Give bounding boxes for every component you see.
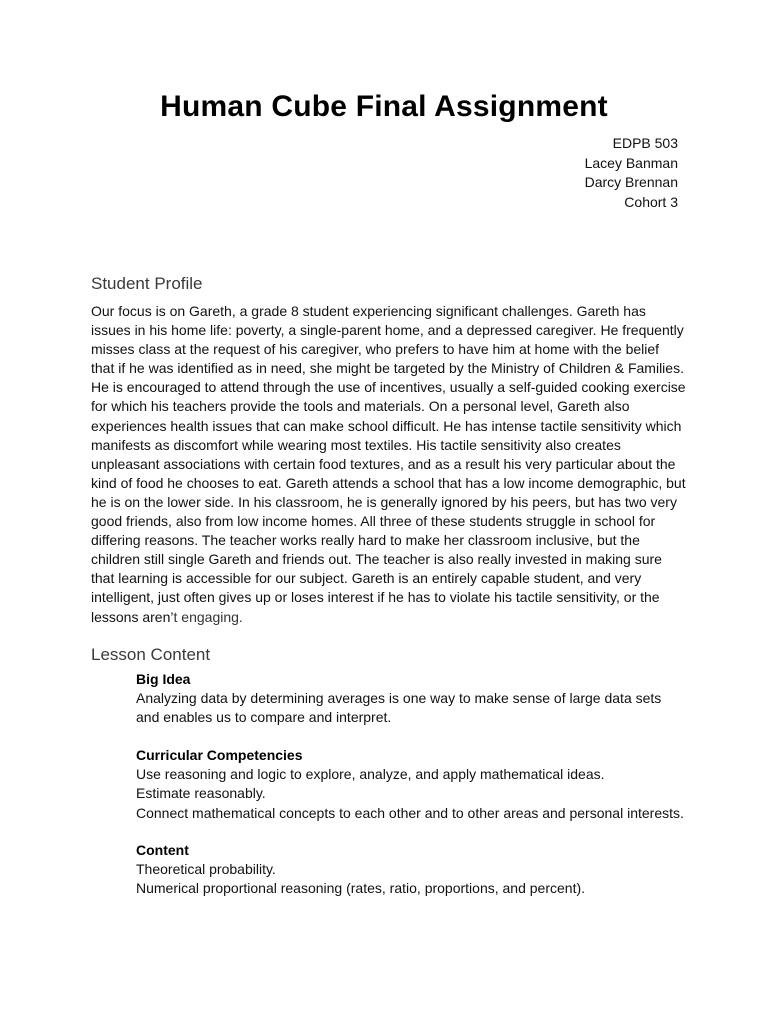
course-code: EDPB 503 [612,135,678,151]
content-line: Numerical proportional reasoning (rates, ratio, proportions, and percent). [136,880,586,897]
paragraph-line: manifests as discomfort while wearing most textiles. His tactile sensitivity also creates [91,436,621,453]
competency-line: Use reasoning and logic to explore, analyze, and apply mathematical ideas. [136,766,605,783]
curricular-competencies-block [136,746,696,823]
competency-line: Estimate reasonably. [136,785,266,802]
document-title: Human Cube Final Assignment [160,90,608,123]
paragraph-line: experiences health issues that can make school difficult. He has intense tactile sensitivity which [91,417,682,434]
paragraph-line: kind of food he chooses to eat. Gareth attends a school that has a low income demographic, but [91,474,686,491]
paragraph-line: good friends, also from low income homes. All three of these students struggle in school for [91,513,656,530]
paragraph-line: issues in his home life: poverty, a single-parent home, and a depressed caregiver. He frequently [91,322,684,339]
big-idea-block [136,670,696,728]
apostrophe-glyph: ’ [170,608,174,625]
section-heading-student-profile: Student Profile [91,274,203,293]
paragraph-line-last [91,608,691,627]
paragraph-line: unpleasant associations with certain food textures, and as a result his very particular about the [91,455,676,472]
paragraph-line: for which his teachers provide the tools and materials. On a personal level, Gareth also [91,398,630,415]
student-profile-paragraph [91,302,691,627]
last-line-end: t engaging. [173,608,243,625]
section-heading-lesson-content: Lesson Content [91,645,211,664]
paragraph-line: misses class at the request of his caregiver, who prefers to have him at home with the belief [91,341,660,358]
content-label: Content [136,842,189,858]
last-line-start: lessons aren [91,608,171,625]
big-idea-line: and enables us to compare and interpret. [136,709,392,726]
paragraph-line: that if he was identified as in need, she might be targeted by the Ministry of Children & Families. [91,360,684,377]
cohort-label: Cohort 3 [624,193,678,210]
author-name: Lacey Banman [584,154,678,171]
paragraph-line: children still single Gareth and friends out. The teacher is also really invested in making sure [91,551,662,568]
competency-line: Connect mathematical concepts to each other and to other areas and personal interests. [136,804,684,821]
paragraph-line: differing reasons. The teacher works really hard to make her classroom inclusive, but the [91,532,640,549]
paragraph-line: intelligent, just often gives up or loses interest if he has to violate his tactile sensitivity, or the [91,589,660,606]
author-block [585,134,678,212]
author-name: Darcy Brennan [584,174,678,190]
content-block [136,841,696,899]
paragraph-line: Our focus is on Gareth, a grade 8 student experiencing significant challenges. Gareth has [91,303,646,319]
content-line: Theoretical probability. [136,861,276,878]
big-idea-line: Analyzing data by determining averages is one way to make sense of large data sets [136,690,662,707]
paragraph-line: that learning is accessible for our subject. Gareth is an entirely capable student, and very [91,570,642,587]
curricular-competencies-label: Curricular Competencies [136,747,303,763]
big-idea-label: Big Idea [136,671,191,687]
paragraph-line: he is on the lower side. In his classroom, he is generally ignored by his peers, but has two very [91,493,677,510]
paragraph-line: He is encouraged to attend through the use of incentives, usually a self-guided cooking exercise [91,379,686,396]
